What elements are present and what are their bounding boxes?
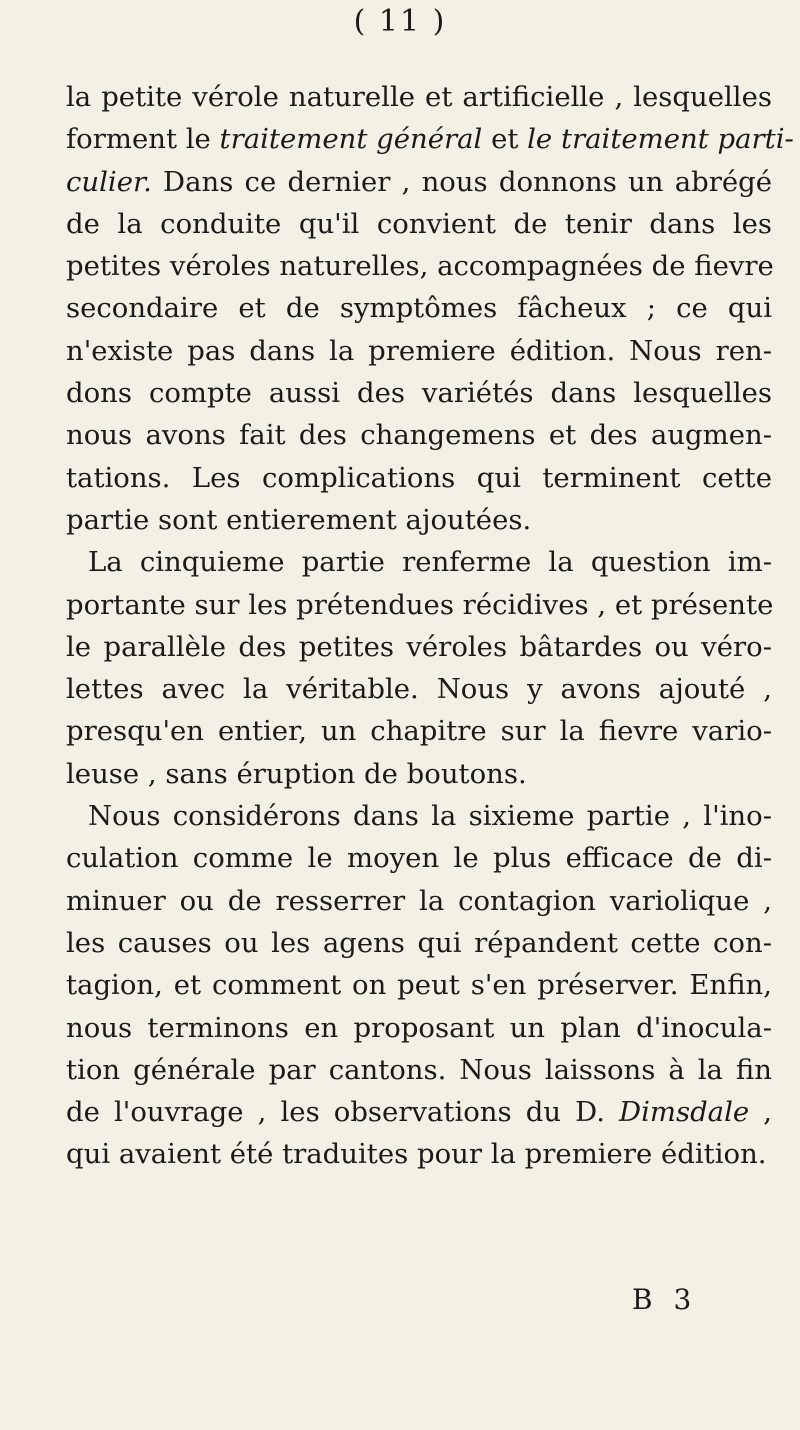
text-span: de l'ouvrage , les observations du D.: [66, 1096, 620, 1129]
text-line: petites véroles naturelles, accompagnées de fievre: [66, 250, 774, 283]
text-span: forment le: [66, 123, 220, 156]
text-line: partie sont entierement ajoutées.: [66, 503, 532, 536]
text-line: tations. Les complications qui terminent cette: [66, 461, 772, 494]
text-line: nous avons fait des changemens et des augmen-: [66, 419, 772, 452]
text-line: [66, 161, 772, 203]
body-text: [66, 76, 794, 1176]
text-span: et: [482, 123, 528, 156]
text-line: minuer ou de resserrer la contagion variolique ,: [66, 884, 772, 917]
text-line: les causes ou les agens qui répandent cette con-: [66, 926, 772, 959]
text-line: lettes avec la véritable. Nous y avons ajouté ,: [66, 673, 772, 706]
page-number: ( 11 ): [353, 4, 447, 39]
text-line: Nous considérons dans la sixieme partie , l'ino-: [88, 800, 772, 833]
text-line: portante sur les prétendues récidives , et présente: [66, 588, 774, 621]
signature-mark: B 3: [632, 1283, 698, 1316]
text-line: qui avaient été traduites pour la premiere édition.: [66, 1138, 767, 1171]
text-line: tion générale par cantons. Nous laissons à la fin: [66, 1053, 772, 1086]
text-line: [66, 118, 794, 160]
italic-text: Dimsdale: [619, 1096, 750, 1129]
italic-text: le traitement parti-: [527, 123, 794, 156]
text-line: culation comme le moyen le plus efficace de di-: [66, 842, 772, 875]
text-span: Dans ce dernier , nous donnons un abrégé: [151, 165, 772, 198]
italic-text: culier.: [66, 165, 152, 198]
text-line: secondaire et de symptômes fâcheux ; ce qui: [66, 292, 772, 325]
text-line: dons compte aussi des variétés dans lesquelles: [66, 377, 772, 410]
text-line: n'existe pas dans la premiere édition. Nous ren-: [66, 334, 772, 367]
text-line: [66, 1091, 772, 1133]
text-line: nous terminons en proposant un plan d'inocula-: [66, 1011, 772, 1044]
text-line: le parallèle des petites véroles bâtardes ou véro-: [66, 630, 772, 663]
text-line: La cinquieme partie renferme la question im-: [88, 546, 772, 579]
text-line: de la conduite qu'il convient de tenir dans les: [66, 207, 772, 240]
text-line: tagion, et comment on peut s'en préserver. Enfin,: [66, 969, 772, 1002]
text-line: la petite vérole naturelle et artificielle , lesquelles: [66, 81, 772, 113]
text-span: ,: [749, 1096, 772, 1129]
text-line: presqu'en entier, un chapitre sur la fievre vario-: [66, 715, 772, 748]
text-line: leuse , sans éruption de boutons.: [66, 757, 527, 790]
italic-text: traitement général: [219, 123, 483, 156]
